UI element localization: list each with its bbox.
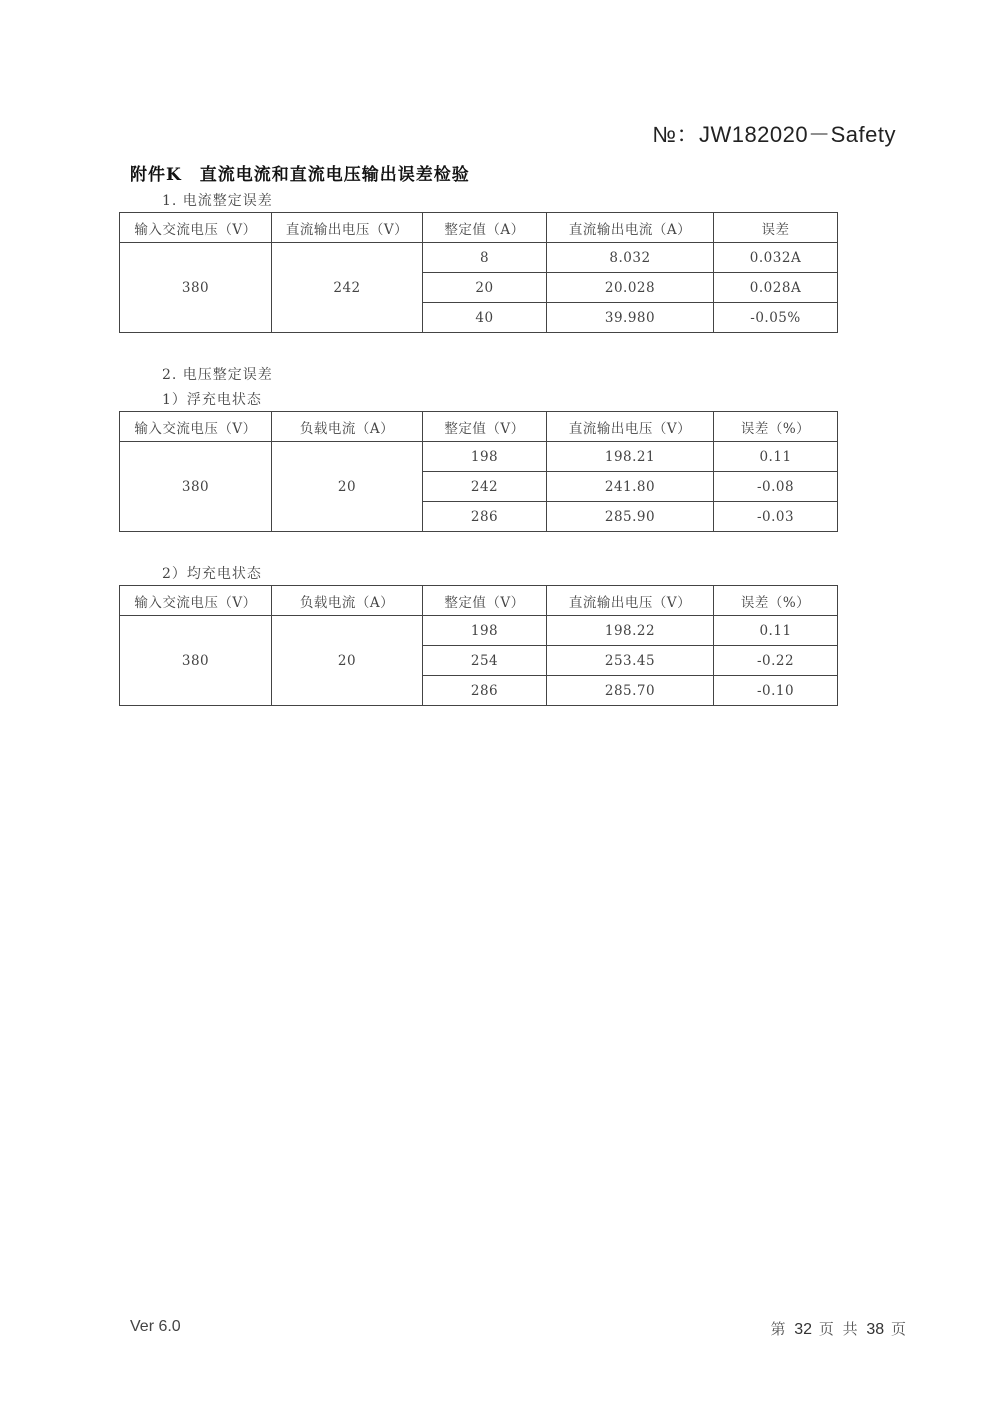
setpoint-cell: 20 (423, 273, 547, 303)
table-row (120, 442, 838, 472)
column-header: 整定值（A） (423, 213, 547, 243)
error-cell: -0.08 (714, 472, 838, 502)
document-number: №：JW182020－Safety (652, 122, 896, 147)
error-cell: 0.11 (714, 442, 838, 472)
measured-cell: 8.032 (547, 243, 714, 273)
column-header: 误差 (714, 213, 838, 243)
error-cell: 0.028A (714, 273, 838, 303)
column-header: 负载电流（A） (272, 412, 423, 442)
measured-cell: 253.45 (547, 646, 714, 676)
column-header: 误差（%） (714, 412, 838, 442)
error-cell: 0.11 (714, 616, 838, 646)
column-header: 直流输出电压（V） (547, 586, 714, 616)
error-cell: -0.10 (714, 676, 838, 706)
input-voltage-cell: 380 (120, 616, 272, 706)
page-suffix: 页 (890, 1320, 908, 1338)
table-row (120, 243, 838, 273)
float-charge-label: 1）浮充电状态 (162, 392, 262, 408)
table-row (120, 616, 838, 646)
float-charge-table (119, 411, 838, 532)
column-header: 输入交流电压（V） (120, 412, 272, 442)
table-header-row (120, 412, 838, 442)
error-cell: -0.03 (714, 502, 838, 532)
input-voltage-cell: 380 (120, 243, 272, 333)
column-header: 输入交流电压（V） (120, 213, 272, 243)
setpoint-cell: 242 (423, 472, 547, 502)
page-current: 32 (794, 1321, 813, 1338)
setpoint-cell: 286 (423, 502, 547, 532)
setpoint-cell: 40 (423, 303, 547, 333)
load-current-cell: 20 (272, 442, 423, 532)
measured-cell: 285.70 (547, 676, 714, 706)
page-prefix: 第 (770, 1320, 788, 1338)
measured-cell: 198.21 (547, 442, 714, 472)
page-mid: 页 共 (818, 1320, 860, 1338)
measured-cell: 241.80 (547, 472, 714, 502)
table-header-row (120, 213, 838, 243)
appendix-title: 附件K 直流电流和直流电压输出误差检验 (130, 165, 470, 185)
error-cell: 0.032A (714, 243, 838, 273)
equalize-charge-label: 2）均充电状态 (162, 566, 262, 582)
column-header: 负载电流（A） (272, 586, 423, 616)
page-total: 38 (866, 1321, 885, 1338)
column-header: 输入交流电压（V） (120, 586, 272, 616)
load-current-cell: 20 (272, 616, 423, 706)
error-cell: -0.05% (714, 303, 838, 333)
column-header: 整定值（V） (423, 586, 547, 616)
column-header: 误差（%） (714, 586, 838, 616)
table-header-row (120, 586, 838, 616)
equalize-charge-table (119, 585, 838, 706)
version-label: Ver 6.0 (130, 1318, 181, 1335)
page-indicator (770, 1318, 908, 1339)
setpoint-cell: 254 (423, 646, 547, 676)
section2-label: 2. 电压整定误差 (162, 367, 273, 383)
column-header: 直流输出电压（V） (547, 412, 714, 442)
column-header: 直流输出电压（V） (272, 213, 423, 243)
section1-label: 1. 电流整定误差 (162, 193, 273, 209)
input-voltage-cell: 380 (120, 442, 272, 532)
measured-cell: 20.028 (547, 273, 714, 303)
measured-cell: 285.90 (547, 502, 714, 532)
column-header: 整定值（V） (423, 412, 547, 442)
setpoint-cell: 286 (423, 676, 547, 706)
error-cell: -0.22 (714, 646, 838, 676)
setpoint-cell: 8 (423, 243, 547, 273)
current-error-table (119, 212, 838, 333)
setpoint-cell: 198 (423, 442, 547, 472)
output-voltage-cell: 242 (272, 243, 423, 333)
setpoint-cell: 198 (423, 616, 547, 646)
measured-cell: 39.980 (547, 303, 714, 333)
measured-cell: 198.22 (547, 616, 714, 646)
column-header: 直流输出电流（A） (547, 213, 714, 243)
